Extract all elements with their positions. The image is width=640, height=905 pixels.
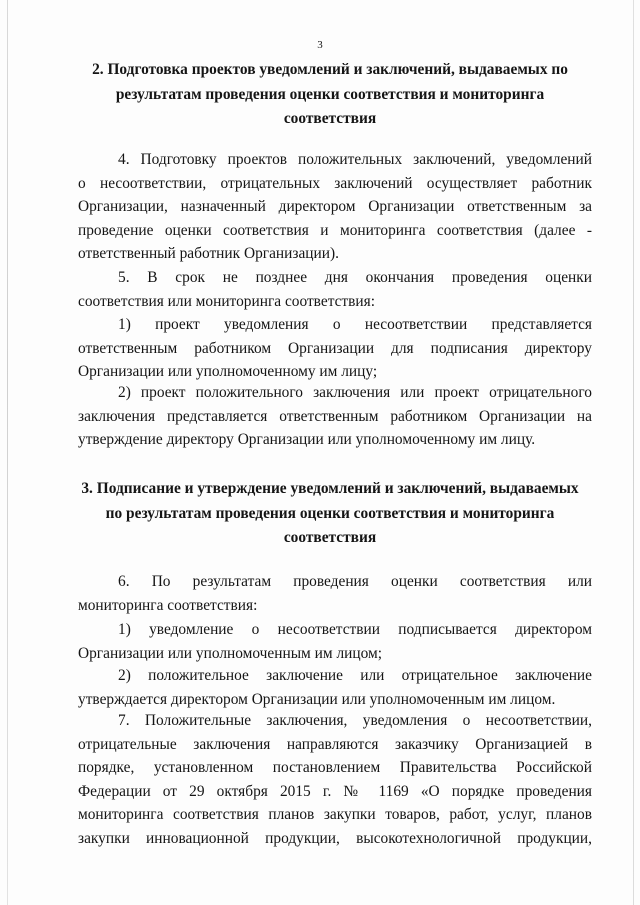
paragraph-line: мониторинга соответствия: [78, 596, 258, 614]
paragraph-line: утверждение директору Организации или уполномоченному им лицу. [78, 431, 536, 449]
paragraph-line: проведение оценки соответствия и мониторинга соответствия (далее - [78, 221, 592, 239]
paragraph-line: соответствия или мониторинга соответствия: [78, 292, 376, 310]
paragraph-line: Организации или уполномоченному им лицу; [78, 363, 378, 381]
paragraph-line: отрицательные заключения направляются заказчику Организацией в [78, 735, 592, 753]
paragraph-5 [78, 266, 592, 313]
heading-line: результатам проведения оценки соответствия и мониторинга [115, 85, 545, 103]
scan-edge-right [633, 0, 634, 905]
paragraph-line: 7. Положительные заключения, уведомления о несоответствии, [118, 712, 592, 729]
heading-line: 3. Подписание и утверждение уведомлений и заключений, выдаваемых [81, 480, 579, 497]
paragraph-line: 2) проект положительного заключения или проект отрицательного [118, 384, 592, 401]
paragraph-line: Организации, назначенный директором Организации ответственным за [78, 198, 592, 216]
paragraph-line: 1) уведомление о несоответствии подписывается директором [118, 621, 592, 638]
paragraph-line: 6. По результатам проведения оценки соответствия или [118, 573, 592, 590]
paragraph-line: закупки инновационной продукции, высокотехнологичной продукции, [78, 829, 592, 847]
paragraph-line: заключения представляется ответственным работником Организации на [78, 407, 592, 425]
paragraph-line: ответственный работник Организации). [78, 245, 339, 263]
heading-line: 2. Подготовка проектов уведомлений и заключений, выдаваемых по [92, 61, 568, 78]
paragraph-line: порядке, установленном постановлением Правительства Российской [78, 759, 592, 777]
heading-line: соответствия [283, 529, 377, 546]
scan-edge-left [7, 0, 8, 905]
heading-line: соответствия [283, 110, 377, 127]
paragraph-6 [78, 570, 592, 617]
paragraph-6-item-1 [78, 618, 592, 665]
paragraph-7 [78, 709, 592, 851]
paragraph-5-item-2 [78, 381, 592, 452]
paragraph-line: о несоответствии, отрицательных заключений осуществляет работник [78, 174, 592, 192]
paragraph-line: Федерации от 29 октября 2015 г. № 1169 «О порядке проведения [78, 782, 592, 800]
paragraph-line: ответственным работником Организации для подписания директору [78, 339, 592, 357]
paragraph-line: 4. Подготовку проектов положительных заключений, уведомлений [118, 151, 592, 168]
heading-line: по результатам проведения оценки соответствия и мониторинга [105, 504, 555, 522]
paragraph-line: 5. В срок не позднее дня окончания проведения оценки [118, 269, 592, 286]
paragraph-line: 1) проект уведомления о несоответствии представляется [118, 316, 592, 333]
paragraph-5-item-1 [78, 313, 592, 384]
paragraph-line: Организации или уполномоченным им лицом; [78, 644, 383, 662]
paragraph-line: мониторинга соответствия планов закупки товаров, работ, услуг, планов [78, 806, 592, 824]
section-3-heading [70, 477, 590, 551]
section-2-heading [70, 58, 590, 132]
paragraph-line: утверждается директором Организации или уполномоченным им лицом. [78, 690, 556, 708]
paragraph-4 [78, 148, 592, 266]
paragraph-6-item-2 [78, 664, 592, 711]
page-number: 3 [317, 39, 323, 51]
paragraph-line: 2) положительное заключение или отрицательное заключение [118, 667, 592, 684]
